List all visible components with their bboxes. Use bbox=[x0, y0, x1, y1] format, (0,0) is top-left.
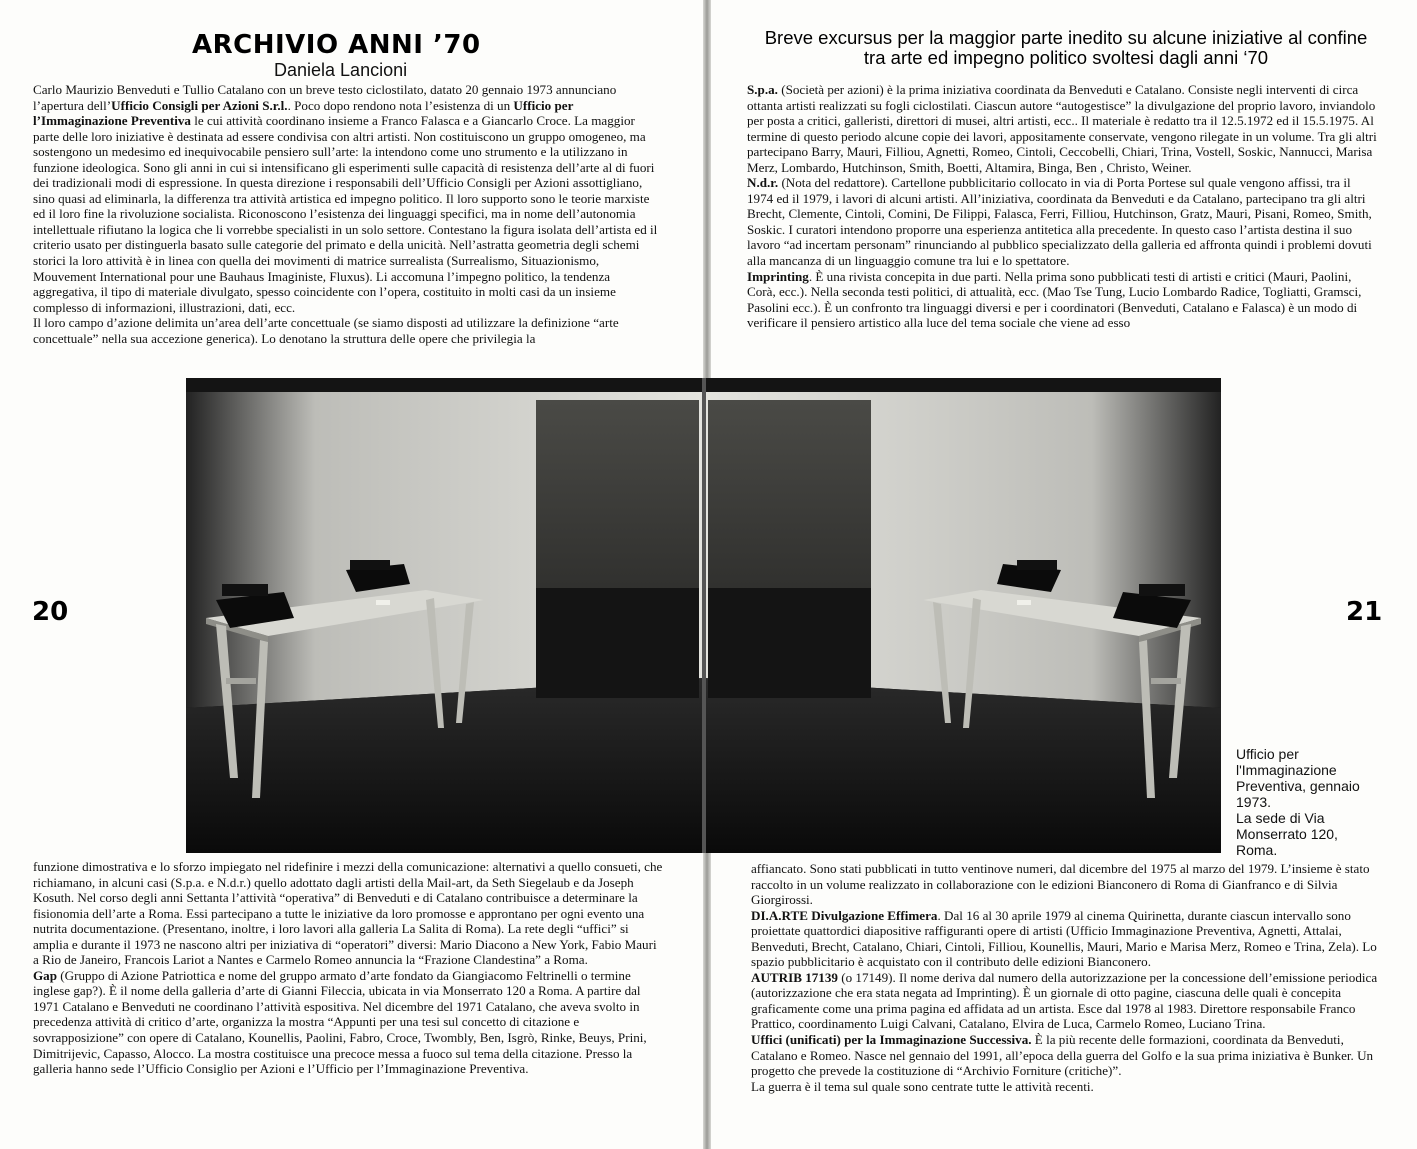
right-top-text bbox=[747, 82, 1377, 331]
paragraph bbox=[751, 970, 1381, 1032]
paragraph bbox=[33, 315, 663, 346]
paragraph bbox=[747, 269, 1377, 331]
office-photo bbox=[186, 378, 1221, 853]
text-run: . È una rivista concepita in due parti. Nella prima sono pubblicati testi di artisti e critici (Mauri, Paolini, Corà, ecc.). Nella seconda testi politici, di attualità, ecc. (Mao Tse Tung, Lucio Lombardo Radice, Togliatti, Gramsci, Pasolini ecc.). È un confronto tra linguaggi diversi e per i coordinatori (Benveduti, Catalano e Falasca) è un modo di verificare il pensiero artistico alla luce del tema sociale che viene ad esso bbox=[747, 268, 1362, 331]
page-number-left: 20 bbox=[32, 597, 69, 627]
page-number-right: 21 bbox=[1346, 597, 1383, 627]
bold-run: AUTRIB 17139 bbox=[751, 969, 838, 985]
paragraph bbox=[751, 908, 1381, 970]
right-bottom-text bbox=[751, 861, 1381, 1094]
bold-run: N.d.r. bbox=[747, 175, 779, 191]
text-run: Il loro campo d’azione delimita un’area dell’arte concettuale (se siamo disposti ad utilizzare la definizione “arte concettuale” nella sua accezione generica). Lo denotano la struttura delle opere che privilegia la bbox=[33, 315, 619, 346]
bold-run: Gap bbox=[33, 967, 58, 983]
text-run: . Dal 16 al 30 aprile 1979 al cinema Quirinetta, durante ciascun intervallo sono proiettate quattordici diapositive raffiguranti opere di artisti (Ufficio Immaginazione Preventiva, Agnetti, Attalai, Benveduti, Brecht, Catalano, Chiari, Cintoli, Filliou, Kounellis, Mauri, Mario e Marisa Merz, Romeo e Trina, Zela). Lo spazio pubblicitario è acquistato con il contributo delle edizioni Bianconero. bbox=[751, 907, 1377, 970]
paragraph bbox=[747, 82, 1377, 175]
text-run: (o 17149). Il nome deriva dal numero della autorizzazione per la concessione dell’emissione periodica (autorizzazione che era stata negata ad Imprinting). È un giornale di otto pagine, ciascuna delle quali è concepita graficamente come una prima pagina ed affidata ad un artista. Esce dal 1978 al 1983. Direttore responsabile Franco Prattico, coordinamento Luigi Calvani, Catalano, Elvira de Luca, Carmelo Romeo, Luciano Trina. bbox=[751, 969, 1378, 1032]
left-top-text bbox=[33, 82, 663, 346]
article-title: ARCHIVIO ANNI ’70 bbox=[192, 30, 481, 60]
paragraph bbox=[751, 861, 1381, 908]
paragraph bbox=[751, 1032, 1381, 1079]
text-run: La guerra è il tema sul quale sono centrate tutte le attività recenti. bbox=[751, 1078, 1094, 1094]
article-author: Daniela Lancioni bbox=[274, 60, 408, 80]
text-run: (Società per azioni) è la prima iniziativa coordinata da Benveduti e Catalano. Consiste negli interventi di circa ottanta artisti realizzati su fogli ciclostilati. Ciascun autore “autogestisce” la divulgazione del proprio lavoro, inviandolo per posta a critici, galleristi, direttori di musei, altri artisti, ecc.. Il materiale è redatto tra il 12.5.1972 ed il 15.5.1975. Al termine di questo periodo alcune copie dei lavori, appositamente conservate, vengono rilegate in un volume. Tra gli altri partecipano Barry, Mauri, Filliou, Agnetti, Romeo, Cintoli, Ceccobelli, Chiari, Trina, Vostell, Soskic, Nannucci, Marisa Merz, Lombardo, Hutchinson, Smith, Boetti, Altamira, Binga, Ben , Christo, Weiner. bbox=[747, 82, 1377, 175]
text-run: (Nota del redattore). Cartellone pubblicitario collocato in via di Porta Portese sul quale vengono affissi, tra il 1974 ed il 1979, i lavori di alcuni artisti. All’iniziativa, coordinata da Benveduti e da Catalano, partecipano tra gli altri Brecht, Clemente, Cintoli, Comini, De Filippi, Falasca, Ferri, Filliou, Hutchinson, Gratz, Mauri, Pisani, Romeo, Smith, Soskic. I curatori intendono proporre una esperienza antitetica alla precedente. In questo caso l’artista destina il suo lavoro “ad incertam personam” rinunciando al pubblico specializzato della galleria ed affronta quindi i problemi dovuti alla mancanza di un linguaggio comune tra lui e lo spettatore. bbox=[747, 175, 1372, 269]
text-run: le cui attività coordinano insieme a Franco Falasca e a Giancarlo Croce. La maggior parte delle loro iniziative è destinata ad essere condivisa con altri artisti. Non costituiscono un gruppo omogeneo, ma sostengono un medesimo ed inequivocabile pensiero sull’arte: la intendono come uno strumento e la utilizzano in funzione ideologica. Sono gli anni in cui si intensificano gli esperimenti sulle capacità di resistenza dell’arte al di fuori dei tradizionali modi di espressione. In questa direzione i responsabili dell’Ufficio Consigli per Azioni assottigliano, sino quasi ad eliminarla, la differenza tra attività artistica ed impegno politico. Il loro supporto sono le teorie marxiste ed il loro fine la rivoluzione socialista. Riconoscono l’esistenza dei linguaggi specifici, ma in nome dell’autonomia intellettuale rifiutano la logica che li vorrebbe specialisti in un solo settore. Contestano la figura isolata dell’artista ed il criterio usato per distinguerla basato sulle categorie del primato e della unicità. Nell’astratta geometria degli schemi storici la loro attività è in linea con quella dei movimenti di matrice surrealista (Surrealismo, Situazionismo, Mouvement International pour une Bauhaus Imaginiste, Fluxus). Li accomuna l’impegno politico, la tendenza aggregativa, il tipo di materiale divulgato, spesso coincidente con l’opera, costituito in molti casi da un insieme complesso di informazioni, illustrazioni, dati, ecc. bbox=[33, 113, 658, 315]
photo-caption: Ufficio per l'Immaginazione Preventiva, gennaio 1973. La sede di Via Monserrato 120, Roma. bbox=[1236, 746, 1360, 858]
text-run: funzione dimostrativa e lo sforzo impiegato nel ridefinire i mezzi della comunicazione: alternativi a quello consueti, che richiamano, in alcuni casi (S.p.a. e N.d.r.) quello adottato dagli artisti della Mail-art, da Seth Siegelaub e da Joseph Kosuth. Nel corso degli anni Settanta l’attività “operativa” di Benveduti e di Catalano contribuisce a determinare la fisionomia dell’arte a Roma. Essi partecipano a tutte le iniziative da loro promosse e approntano per ogni evento una nutrita documentazione. (Presentano, inoltre, i loro lavori alla galleria La Salita di Roma). La rete degli “uffici” si amplia e durante il 1973 ne nascono altri per iniziativa di “operatori” diversi: Mario Diacono a New York, Fabio Mauri a Rio de Janeiro, Francois Lariot a Nantes e Carmelo Romeo annuncia la “Frazione Clandestina” a Roma. bbox=[33, 859, 663, 968]
text-run: È la più recente delle formazioni, coordinata da Benveduti, Catalano e Romeo. Nasce nel gennaio del 1991, all’epoca della guerra del Golfo e la sua prima iniziativa è Bunker. Un progetto che prevede la costituzione di “Archivio Forniture (critiche)”. bbox=[751, 1032, 1374, 1079]
text-run: . Poco dopo rendono nota l’esistenza di un bbox=[287, 97, 514, 113]
bold-run: Imprinting bbox=[747, 268, 809, 284]
paragraph bbox=[751, 1079, 1381, 1095]
paragraph bbox=[33, 968, 663, 1077]
right-page-title: Breve excursus per la maggior parte inedito su alcune iniziative al confine tra arte ed impegno politico svoltesi dagli anni ‘70 bbox=[764, 27, 1368, 68]
bold-run: DI.A.RTE Divulgazione Effimera bbox=[751, 907, 938, 923]
bold-run: S.p.a. bbox=[747, 82, 778, 97]
paragraph bbox=[33, 82, 663, 315]
text-run: affiancato. Sono stati pubblicati in tutto ventinove numeri, dal dicembre del 1975 al marzo del 1979. L’insieme è stato raccolto in un volume realizzato in collaborazione con le edizioni Bianconero di Roma di Gianfranco e di Silvia Giorgirossi. bbox=[751, 861, 1370, 908]
office-photo-image bbox=[186, 378, 1221, 853]
bold-run: Uffici (unificati) per la Immaginazione Successiva. bbox=[751, 1032, 1032, 1048]
text-run: Carlo Maurizio Benveduti e Tullio Catalano con un breve testo ciclostilato, datato 20 gennaio 1973 annunciano l’apertura dell’ bbox=[33, 82, 617, 113]
paragraph bbox=[33, 859, 663, 968]
bold-run: Ufficio Consigli per Azioni S.r.l. bbox=[111, 97, 288, 113]
paragraph bbox=[747, 175, 1377, 268]
text-run: (Gruppo di Azione Patriottica e nome del gruppo armato d’arte fondato da Giangiacomo Feltrinelli o termine inglese gap?). È il nome della galleria d’arte di Gianni Fileccia, ubicata in via Monserrato 120 a Roma. A partire dal 1971 Catalano e Benveduti ne coordinano l’attività espositiva. Nel dicembre del 1971 Catalano, che aveva svolto in precedenza attività di critico d’arte, organizza la mostra “Appunti per una tesi sul concetto di citazione e sovrapposizione” con opere di Catalano, Kounellis, Paolini, Fabro, Croce, Twombly, Ben, Isgrò, Rinke, Beuys, Prini, Dimitrijevic, Capasso, Alocco. La mostra costituisce una precoce messa a fuoco sul tema della citazione. Presso la galleria hanno sede l’Ufficio Consiglio per Azioni e l’Ufficio per l’Immaginazione Preventiva. bbox=[33, 967, 647, 1077]
left-bottom-text bbox=[33, 859, 663, 1077]
bold-run: Ufficio per l’Immaginazione Preventiva bbox=[33, 97, 574, 129]
